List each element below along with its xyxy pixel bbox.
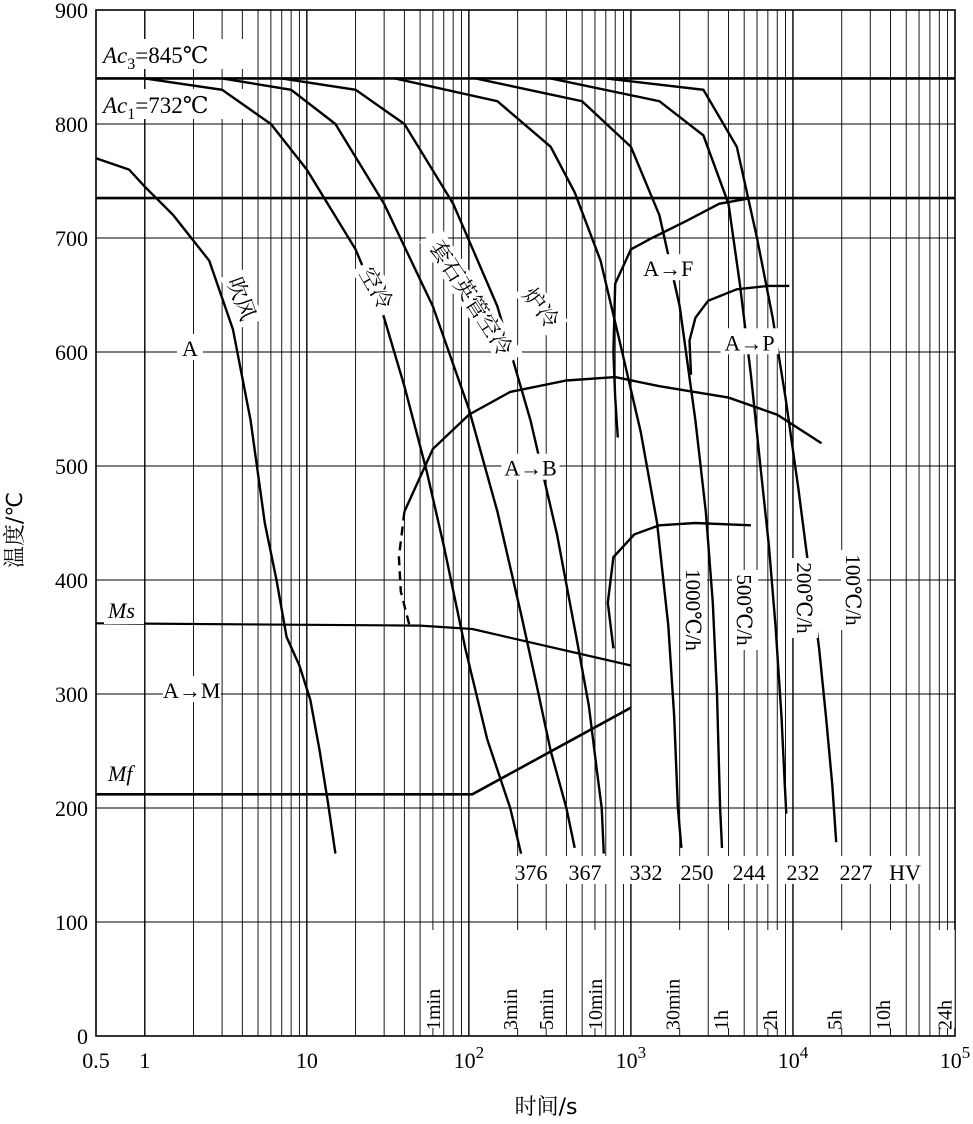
time-marker-label: 2h (759, 1010, 782, 1030)
time-marker-label: 10min (584, 978, 607, 1030)
y-tick-label: 400 (55, 568, 88, 593)
y-tick-label: 700 (55, 226, 88, 251)
cooling-curve-label-group (351, 258, 401, 318)
y-tick-label: 300 (55, 682, 88, 707)
region-label: A→P (724, 330, 775, 356)
region-label: A→B (504, 455, 557, 481)
y-tick-label: 100 (55, 910, 88, 935)
critical-value: =845℃ (135, 43, 209, 68)
cooling-curve-label: 100℃/h (841, 554, 865, 626)
y-axis-label: 温度/℃ (3, 491, 28, 569)
cooling-curve-label-group (732, 570, 758, 650)
region-label: A (182, 336, 198, 361)
hardness-label: 332 (629, 860, 663, 885)
x-tick-label: $10^5$ (939, 1043, 971, 1073)
cooling-curve-label: 200℃/h (792, 562, 816, 634)
cooling-curve-label-group (681, 564, 707, 656)
cooling-curve-label: 1000℃/h (681, 569, 705, 651)
cooling-curve-label: 500℃/h (732, 574, 756, 646)
time-marker-label: 1min (422, 988, 445, 1030)
x-tick-label: $10^4$ (777, 1043, 809, 1073)
cooling-curve-label: 空冷 (353, 263, 397, 315)
ms-line (96, 623, 631, 665)
critical-symbol: Ac (103, 93, 128, 118)
cooling-curve-label-group (219, 269, 263, 329)
hardness-label: 250 (680, 860, 714, 885)
cooling-curve-label-group (419, 228, 523, 369)
x-tick-label: 1 (139, 1048, 151, 1073)
time-marker-label: 1h (711, 1010, 734, 1030)
cooling-curve-label: 炉冷 (516, 283, 564, 334)
cooling-curve-label: 套石英管空冷 (423, 236, 517, 361)
x-tick-label: $10^2$ (453, 1043, 485, 1073)
critical-subscript: 3 (127, 56, 136, 73)
x-tick-label: $10^3$ (615, 1043, 647, 1073)
time-marker-label: 24h (934, 1000, 957, 1030)
cooling-curve-label-group (841, 550, 867, 630)
y-tick-label: 600 (55, 340, 88, 365)
y-tick-label: 0 (77, 1024, 88, 1049)
cooling-curve-label-group (792, 558, 818, 638)
x-tick-exponent: 3 (637, 1043, 647, 1062)
y-tick-label: 800 (55, 112, 88, 137)
cooling-curve-label-group (513, 278, 568, 337)
x-tick-exponent: 2 (475, 1043, 485, 1062)
y-tick-label: 500 (55, 454, 88, 479)
y-tick-label: 900 (55, 0, 88, 23)
x-tick-label: 0.5 (82, 1048, 110, 1073)
x-tick-label: 10 (295, 1048, 318, 1073)
critical-subscript: 1 (127, 106, 136, 123)
hardness-label: 367 (568, 860, 602, 885)
mf-label: Mf (108, 761, 133, 786)
ms-label: Ms (108, 598, 135, 623)
y-tick-label: 200 (55, 796, 88, 821)
critical-value: =732℃ (135, 93, 209, 118)
hardness-label: 227 (839, 860, 873, 885)
time-marker-label: 3min (500, 988, 523, 1030)
region-label: A→F (643, 256, 694, 282)
cooling-curve (551, 78, 787, 813)
hardness-label: HV (889, 860, 921, 885)
hardness-label: 376 (514, 860, 548, 885)
hardness-label: 244 (732, 860, 766, 885)
cooling-curve (606, 78, 836, 842)
cooling-curve-label: 吹风 (221, 274, 260, 325)
region-label: A→M (163, 678, 221, 703)
time-marker-label: 30min (662, 978, 685, 1030)
time-marker-label: 10h (873, 1000, 896, 1030)
critical-temperature-lines (96, 39, 955, 198)
x-tick-exponent: 4 (799, 1043, 809, 1062)
time-marker-label: 5min (536, 988, 559, 1030)
critical-symbol: Ac (103, 43, 128, 68)
x-tick-exponent: 5 (961, 1043, 971, 1062)
time-marker-label: 5h (824, 1010, 847, 1030)
x-axis-label: 时间/s (514, 1095, 578, 1120)
axis-tick-labels (55, 0, 970, 1073)
hardness-label: 232 (786, 860, 820, 885)
